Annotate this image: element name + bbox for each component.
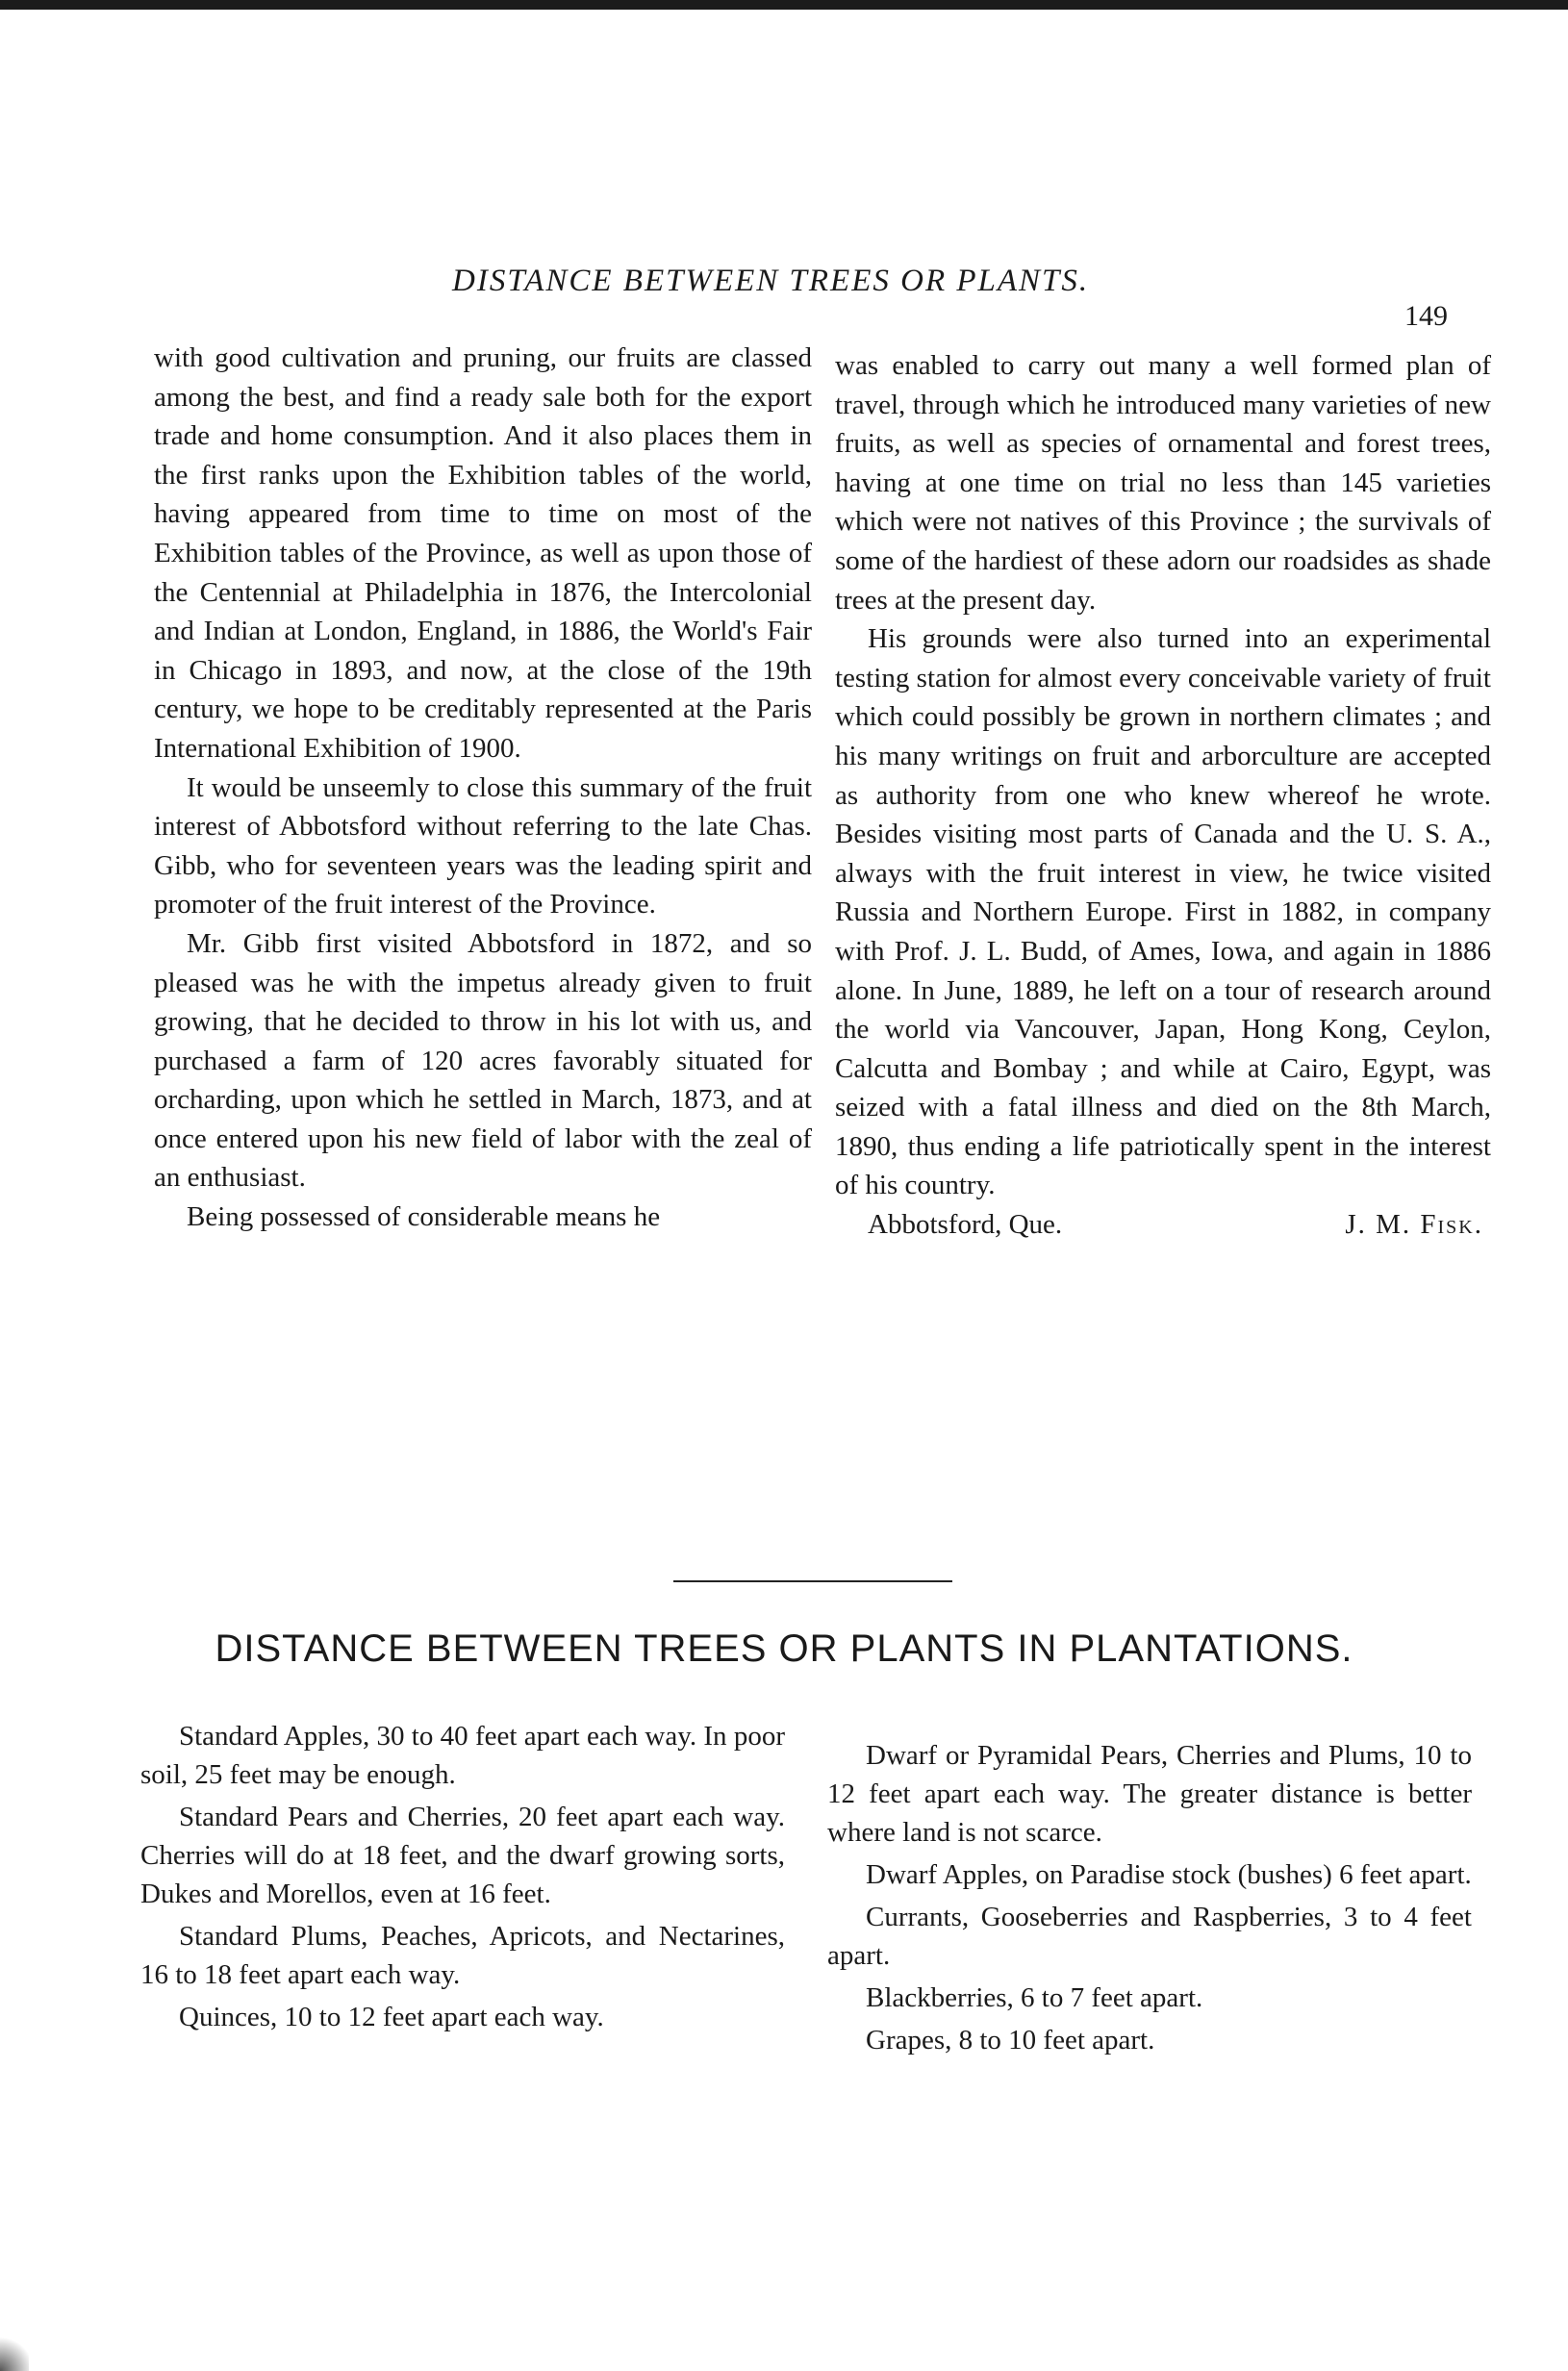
paragraph: Dwarf Apples, on Paradise stock (bushes) 6 feet apart. bbox=[866, 1859, 1472, 1890]
left-column bbox=[154, 339, 812, 1237]
signature-author: J. M. Fisk. bbox=[1345, 1209, 1483, 1241]
page-edge-rule bbox=[0, 0, 1568, 10]
paragraph: Standard Plums, Peaches, Apricots, and Nectarines, 16 to 18 feet apart each way. bbox=[140, 1921, 785, 1990]
paragraph: Standard Apples, 30 to 40 feet apart each way. In poor soil, 25 feet may be enough. bbox=[140, 1721, 785, 1790]
paragraph: Quinces, 10 to 12 feet apart each way. bbox=[179, 2002, 604, 2032]
paragraph: Standard Pears and Cherries, 20 feet apart each way. Cherries will do at 18 feet, and the dwarf growing sorts, Dukes and Morellos, even at 16 feet. bbox=[140, 1802, 785, 1909]
paragraph: with good cultivation and pruning, our fruits are classed among the best, and find a ready sale both for the export trade and home consumption. And it also places them in the first ranks upon the Exhibition tables of the world, having appeared from time to time on most of the Exhibition tables of the Province, as well as upon those of the Centennial at Philadelphia in 1876, the Intercolonial and Indian at London, England, in 1886, the World's Fair in Chicago in 1893, and now, at the close of the 19th century, we hope to be creditably represented at the Paris International Exhibition of 1900. bbox=[154, 342, 812, 764]
signature-place: Abbotsford, Que. bbox=[868, 1209, 1063, 1241]
paragraph: Being possessed of considerable means he bbox=[187, 1201, 661, 1233]
section-title: DISTANCE BETWEEN TREES OR PLANTS IN PLANTATIONS. bbox=[215, 1627, 1353, 1670]
section-divider bbox=[673, 1580, 952, 1582]
right-column bbox=[835, 346, 1491, 1245]
plantation-right-column bbox=[827, 1736, 1472, 2063]
paragraph: Blackberries, 6 to 7 feet apart. bbox=[866, 1982, 1203, 2013]
paragraph: was enabled to carry out many a well formed plan of travel, through which he introduced many varieties of new fruits, as well as species of ornamental and forest trees, having at one time on trial no less than 145 varieties which were not natives of this Province ; the survivals of some of the hardiest of these adorn our roadsides as shade trees at the present day. bbox=[835, 350, 1491, 616]
scan-smudge bbox=[0, 2333, 29, 2371]
paragraph: Dwarf or Pyramidal Pears, Cherries and Plums, 10 to 12 feet apart each way. The greater distance is better where land is not scarce. bbox=[827, 1740, 1472, 1848]
plantation-left-column bbox=[140, 1717, 785, 2040]
page-number: 149 bbox=[1404, 300, 1448, 332]
paragraph: It would be unseemly to close this summary of the fruit interest of Abbotsford without referring to the late Chas. Gibb, who for seventeen years was the leading spirit and promoter of the fruit interest of the Province. bbox=[154, 771, 812, 921]
paragraph: Currants, Gooseberries and Raspberries, 3 to 4 feet apart. bbox=[827, 1902, 1472, 1971]
paragraph: His grounds were also turned into an experimental testing station for almost every conceivable variety of fruit which could possibly be grown in northern climates ; and his many writings on fruit and arborculture are accepted as authority from one who knew whereof he wrote. Besides visiting most parts of Canada and the U. S. A., always with the fruit interest in view, he twice visited Russia and Northern Europe. First in 1882, in company with Prof. J. L. Budd, of Ames, Iowa, and again in 1886 alone. In June, 1889, he left on a tour of research around the world via Vancouver, Japan, Hong Kong, Ceylon, Calcutta and Bombay ; and while at Cairo, Egypt, was seized with a fatal illness and died on the 8th March, 1890, thus ending a life patriotically spent in the interest of his country. bbox=[835, 623, 1491, 1201]
paragraph: Grapes, 8 to 10 feet apart. bbox=[866, 2025, 1155, 2056]
page-header bbox=[0, 260, 1568, 337]
signature bbox=[835, 1205, 1491, 1245]
paragraph: Mr. Gibb first visited Abbotsford in 1872, and so pleased was he with the impetus already given to fruit growing, that he decided to throw in his lot with us, and purchased a farm of 120 acres favorably situated for orcharding, upon which he settled in March, 1873, and at once entered upon his new field of labor with the zeal of an enthusiast. bbox=[154, 927, 812, 1194]
running-head: DISTANCE BETWEEN TREES OR PLANTS. bbox=[452, 264, 1090, 298]
